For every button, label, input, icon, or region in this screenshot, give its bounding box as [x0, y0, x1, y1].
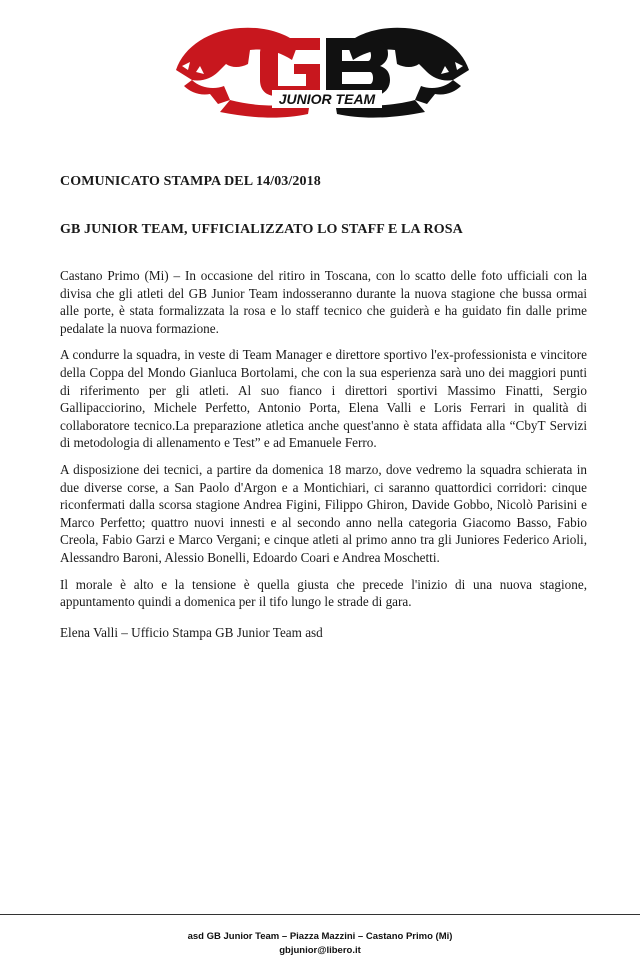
- team-logo: [170, 8, 475, 128]
- paragraph: A disposizione dei tecnici, a partire da domenica 18 marzo, dove vedremo la squadra schierata in due diverse corse, a San Paolo d'Argon e a Montichiari, ci saranno quattordici corridori: cinque riconfermati dalla scorsa stagione Andrea Figini, Filippo Ghiron, Davide Gobbo, Nicolò Parisini e Marco Perfetto; quattro nuovi innesti e al secondo anno nella categoria Giacomo Basso, Fabio Creola, Fabio Garzi e Marco Vergani; e cinque atleti al primo anno tra gli Juniores Federico Arioli, Alessandro Baroni, Alessio Bonelli, Edoardo Coari e Andrea Moschetti.: [60, 461, 587, 565]
- logo-subtitle: JUNIOR TEAM: [272, 90, 382, 108]
- paragraph: Il morale è alto e la tensione è quella giusta che precede l'inizio di una nuova stagione, appuntamento quindi a domenica per il tifo lungo le strade di gara.: [60, 576, 587, 610]
- footer-email[interactable]: gbjunior@libero.it: [279, 945, 361, 956]
- paragraph: Castano Primo (Mi) – In occasione del ritiro in Toscana, con lo scatto delle foto ufficiali con la divisa che gli atleti del GB Junior Team indosseranno durante la nuova stagione che bussa ormai alle porte, è stata formalizzata la rosa e lo staff tecnico che guiderà e ha guidato fin dalle prime pedalate la nuova formazione.: [60, 268, 587, 336]
- press-release-body: [60, 267, 587, 620]
- press-release-title: COMUNICATO STAMPA DEL 14/03/2018: [60, 174, 321, 189]
- signature: Elena Valli – Ufficio Stampa GB Junior Team asd: [60, 625, 323, 640]
- footer-address: asd GB Junior Team – Piazza Mazzini – Castano Primo (Mi): [187, 931, 453, 942]
- footer: [0, 930, 640, 958]
- footer-divider: [0, 914, 640, 915]
- press-release-heading: GB JUNIOR TEAM, UFFICIALIZZATO LO STAFF E LA ROSA: [60, 222, 463, 237]
- paragraph: A condurre la squadra, in veste di Team Manager e direttore sportivo l'ex-professionista e vincitore della Coppa del Mondo Gianluca Bortolami, che con la sua esperienza sarà uno dei maggiori punti di riferimento per gli atleti. Al suo fianco i direttori sportivi Massimo Finatti, Sergio Gallipacciorino, Michele Perfetto, Antonio Porta, Elena Valli e Loris Ferrari in qualità di collaboratore tecnico.La preparazione atletica anche quest'anno è stata affidata alla “CbyT Servizi di metodologia di allenamento e Test” e ad Emanuele Ferro.: [60, 347, 587, 451]
